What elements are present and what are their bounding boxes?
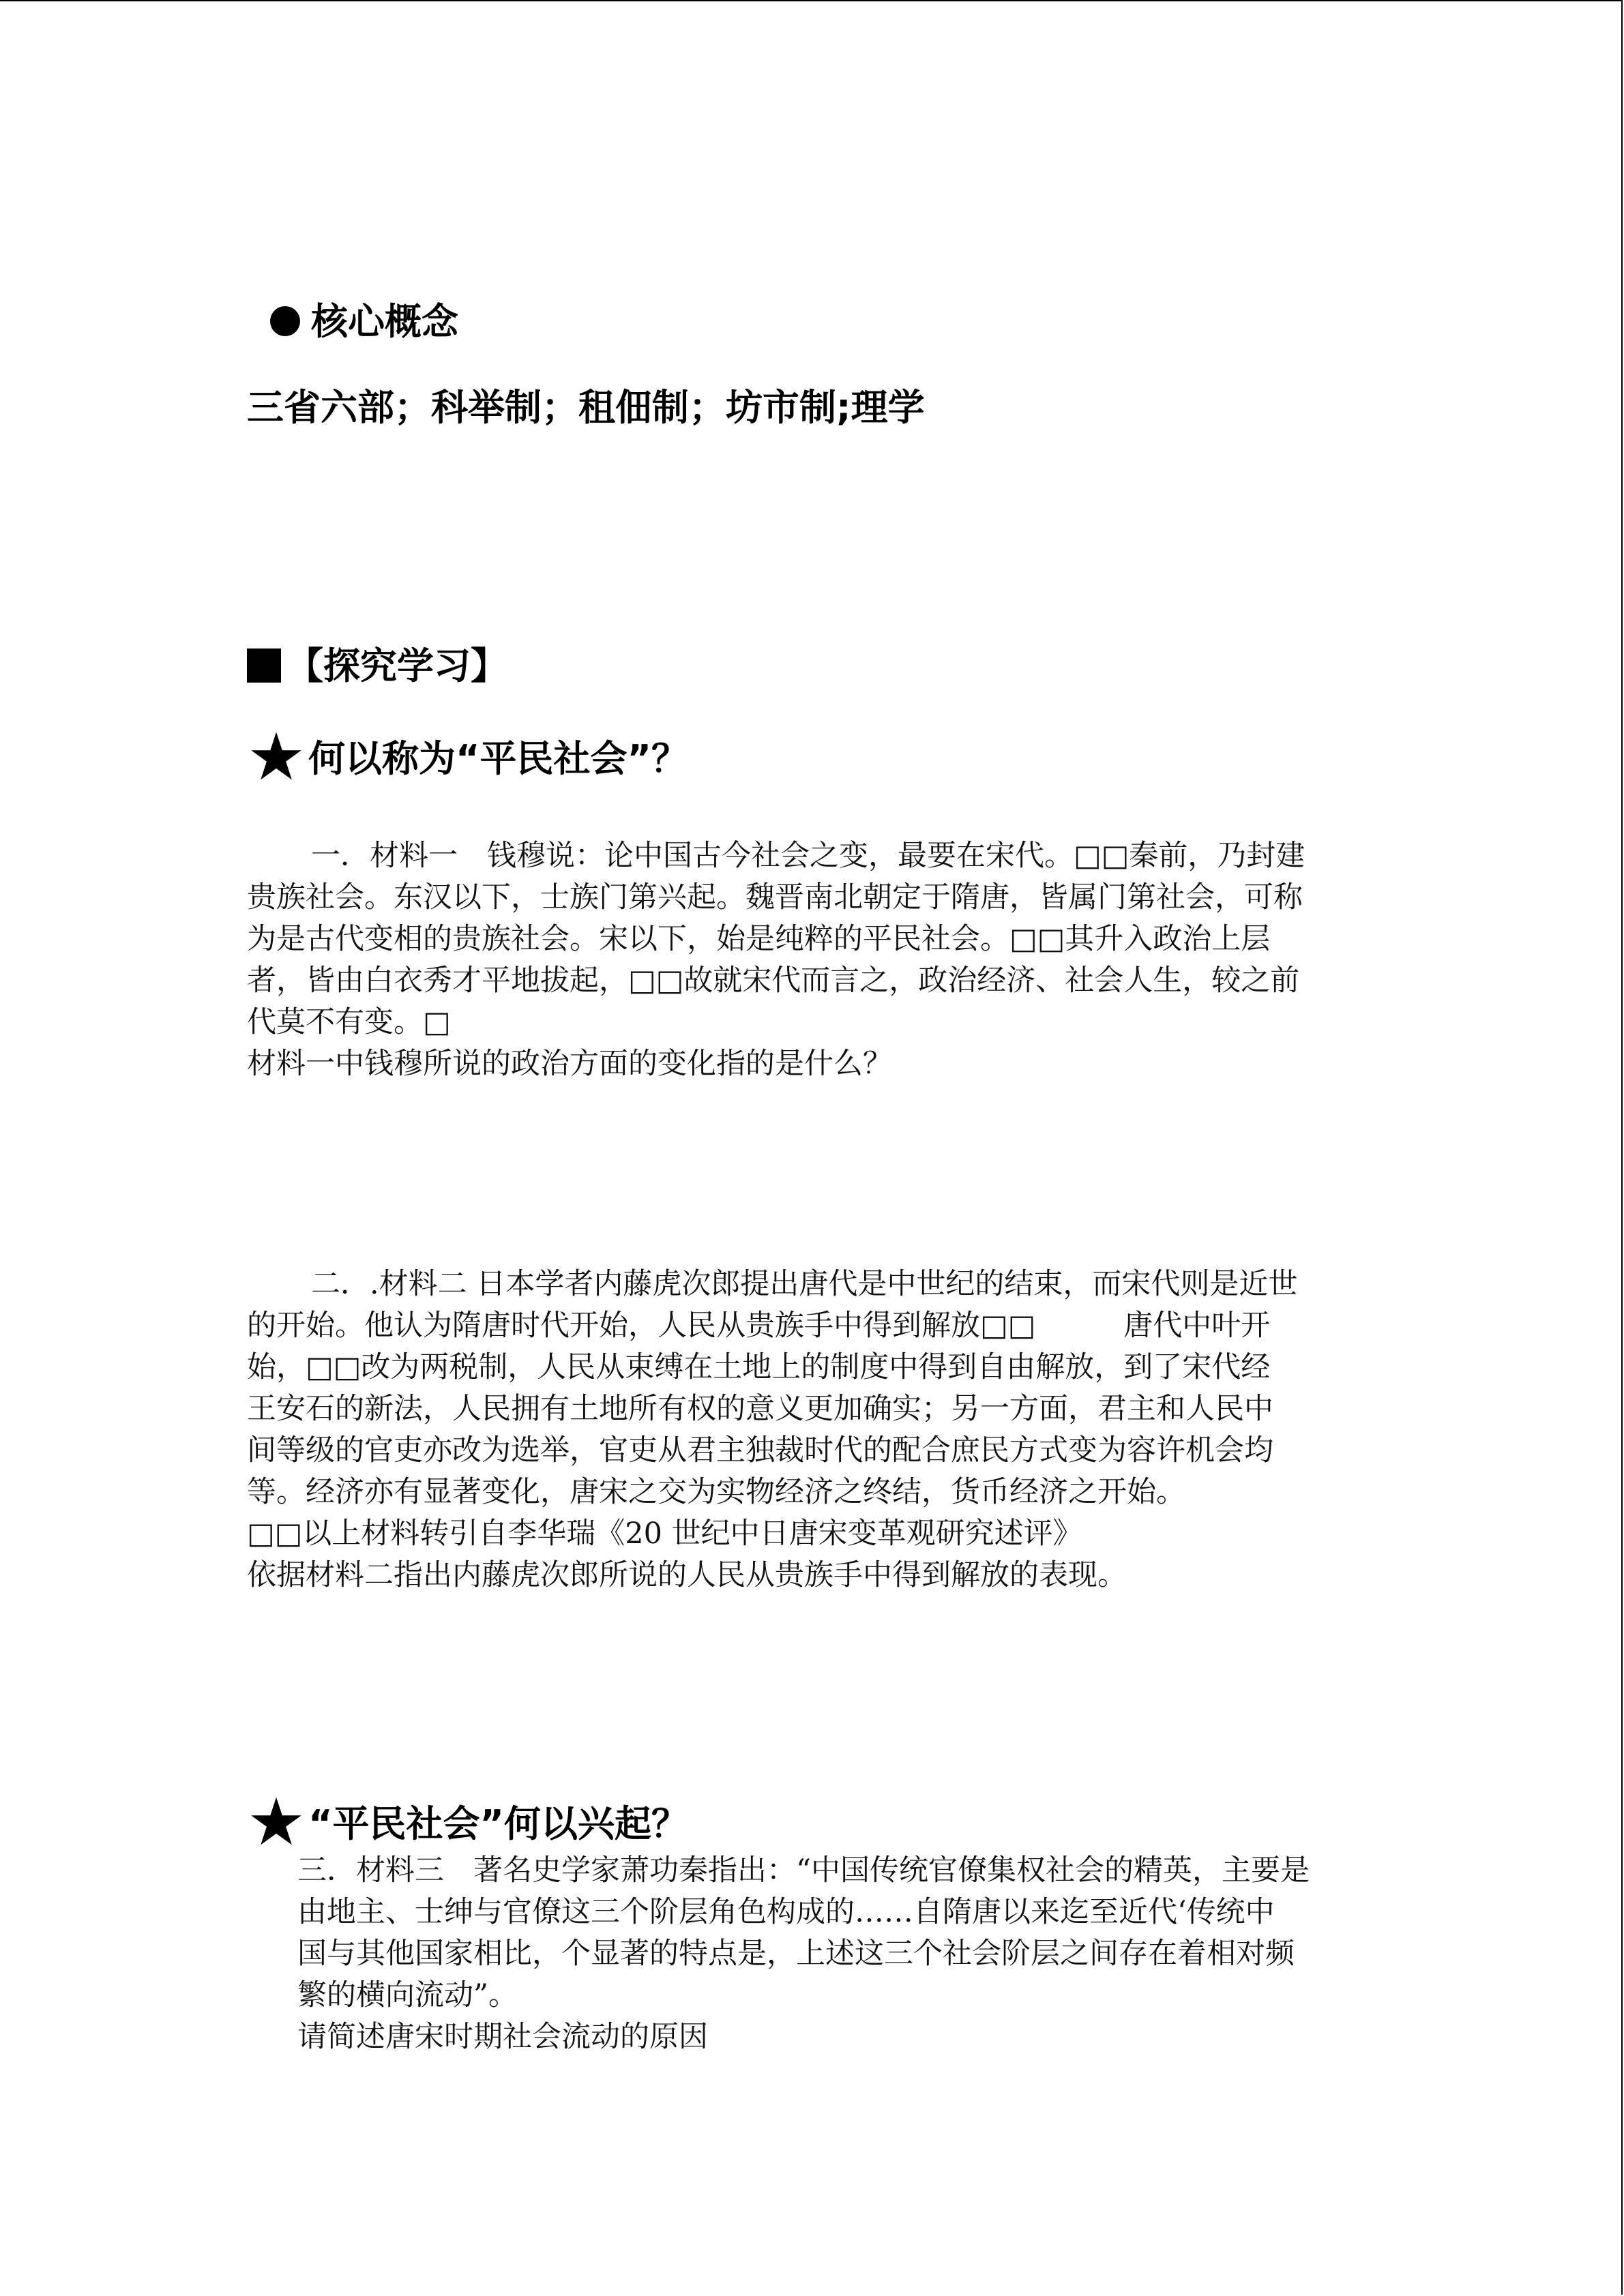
material2-line: 二．.材料二 日本学者内藤虎次郎提出唐代是中世纪的结束，而宋代则是近世: [311, 1267, 1298, 1301]
material3-paragraph: [297, 1850, 1310, 2058]
material1-line: 代莫不有变。□: [247, 1005, 451, 1039]
question2-prompt: 依据材料二指出内藤虎次郎所说的人民从贵族手中得到解放的表现。: [247, 1558, 1127, 1592]
material2-line: 的开始。他认为隋唐时代开始，人民从贵族手中得到解放□□ 唐代中叶开: [247, 1309, 1271, 1343]
question1-title: 何以称为“平民社会”？: [308, 737, 689, 780]
question3-prompt: 请简述唐宋时期社会流动的原因: [297, 2020, 708, 2054]
star-icon: ★: [247, 1784, 306, 1861]
material3-line: 繁的横向流动”。: [297, 1978, 518, 2012]
material2-line: 等。经济亦有显著变化，唐宋之交为实物经济之终结，货币经济之开始。: [247, 1475, 1185, 1509]
core-concepts-heading: [270, 298, 458, 346]
bullet-dot-icon: [270, 306, 300, 336]
material3-line: 国与其他国家相比，个显著的特点是，上述这三个社会阶层之间存在着相对频: [297, 1937, 1295, 1971]
material2-line: 间等级的官吏亦改为选举，官吏从君主独裁时代的配合庶民方式变为容许机会均: [247, 1433, 1273, 1467]
question1-heading: [247, 719, 689, 796]
material3-line: 三．材料三 著名史学家萧功秦指出：“中国传统官僚集权社会的精英，主要是: [297, 1853, 1310, 1888]
material1-line: 为是古代变相的贵族社会。宋以下，始是纯粹的平民社会。□□其升入政治上层: [247, 922, 1271, 956]
core-concepts-title: 核心概念: [311, 300, 458, 343]
core-terms: 三省六部；科举制；租佃制；坊市制;理学: [247, 386, 925, 429]
black-square-icon: [247, 648, 281, 683]
material1-line: 者，皆由白衣秀才平地拔起，□□故就宋代而言之，政治经济、社会人生，较之前: [247, 964, 1300, 998]
material1-paragraph: [247, 835, 1305, 1085]
material1-line: 贵族社会。东汉以下，士族门第兴起。魏晋南北朝定于隋唐，皆属门第社会，可称: [247, 880, 1303, 914]
question1-prompt: 材料一中钱穆所说的政治方面的变化指的是什么？: [247, 1047, 892, 1081]
material3-line: 由地主、士绅与官僚这三个阶层角色构成的……自隋唐以来迄至近代‘传统中: [297, 1895, 1275, 1929]
explore-title: 【探究学习】: [286, 644, 507, 687]
star-icon: ★: [247, 719, 306, 796]
material2-source: □□以上材料转引自李华瑞《20 世纪中日唐宋变革观研究述评》: [247, 1517, 1082, 1551]
material2-line: 始，□□改为两税制，人民从束缚在土地上的制度中得到自由解放，到了宋代经: [247, 1350, 1271, 1384]
material1-line: 一．材料一 钱穆说：论中国古今社会之变，最要在宋代。□□秦前，乃封建: [311, 839, 1305, 873]
material2-line: 王安石的新法，人民拥有土地所有权的意义更加确实；另一方面，君主和人民中: [247, 1392, 1273, 1426]
material2-paragraph: [247, 1264, 1297, 1596]
explore-heading: [247, 642, 507, 690]
question2-title: “平民社会”何以兴起？: [308, 1802, 689, 1845]
